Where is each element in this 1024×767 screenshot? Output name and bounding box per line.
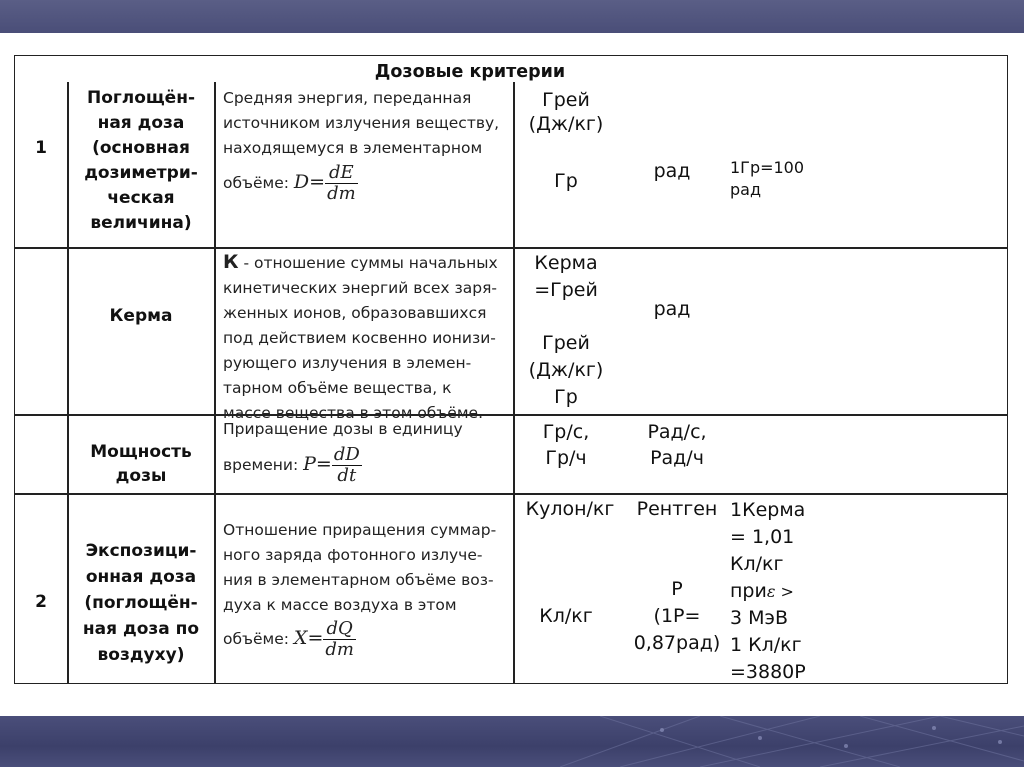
row-name: Мощность дозы xyxy=(90,442,192,486)
unit-relation: 1Гр=100 рад xyxy=(730,158,805,199)
row-number: 1 xyxy=(35,138,47,158)
unit-alt: Рад/с, Рад/ч xyxy=(647,421,707,469)
row-definition: Средняя энергия, переданная источником излучения веществу, находящемуся в элементарном xyxy=(223,89,500,157)
dose-formula: объёме: D= $\frac{dE}{dm}$ xyxy=(223,162,356,204)
unit-alt-detail: Р (1Р= 0,87рад) xyxy=(633,578,721,654)
row-definition: Отношение приращения суммар- ного заряда фотонного излуче- ния в элементарном объёме воз- духа к массе воздуха в этом xyxy=(223,521,497,614)
unit-si: Керма =Грей xyxy=(534,252,598,301)
unit-si: Кулон/кг xyxy=(525,498,615,520)
row-name: Керма xyxy=(109,306,173,326)
unit-alt: рад xyxy=(653,160,691,182)
bottom-banner xyxy=(0,716,1024,767)
unit-si: Гр/с, Гр/ч xyxy=(542,421,590,469)
row-name: Экспозици- онная доза (поглощён- ная доза по воздуху) xyxy=(82,541,200,665)
row-definition: К - отношение суммы начальных кинетических энергий всех заря- женных ионов, образовавшихся под действием косвенно ионизи- рующего излучения в элемен- тарном объёме вещества, к массе вещества в этом объёме. xyxy=(223,251,498,422)
dose-rate-formula: времени: P= $\frac{dD}{dt}$ xyxy=(223,444,360,486)
unit-alt: Рентген xyxy=(636,498,718,520)
dose-criteria-table xyxy=(14,55,1008,684)
unit-si-short: Кл/кг xyxy=(539,605,593,627)
unit-si-short: Грей (Дж/кг) Гр xyxy=(528,332,604,408)
unit-si: Грей (Дж/кг) xyxy=(528,89,604,135)
row-name: Поглощён- ная доза (основная дозиметри- ческая величина) xyxy=(84,88,198,233)
row-definition: Приращение дозы в единицу xyxy=(223,420,463,438)
table-title: Дозовые критерии xyxy=(374,62,566,82)
unit-si-short: Гр xyxy=(554,170,578,192)
top-banner xyxy=(0,0,1024,33)
row-number: 2 xyxy=(35,592,47,612)
unit-alt: рад xyxy=(653,298,691,320)
unit-relation: 1Керма = 1,01 Кл/кг приε > 3 МэВ 1 Кл/кг =3880Р xyxy=(730,499,806,683)
exposure-formula: объёме: X= $\frac{dQ}{dm}$ xyxy=(223,618,354,660)
